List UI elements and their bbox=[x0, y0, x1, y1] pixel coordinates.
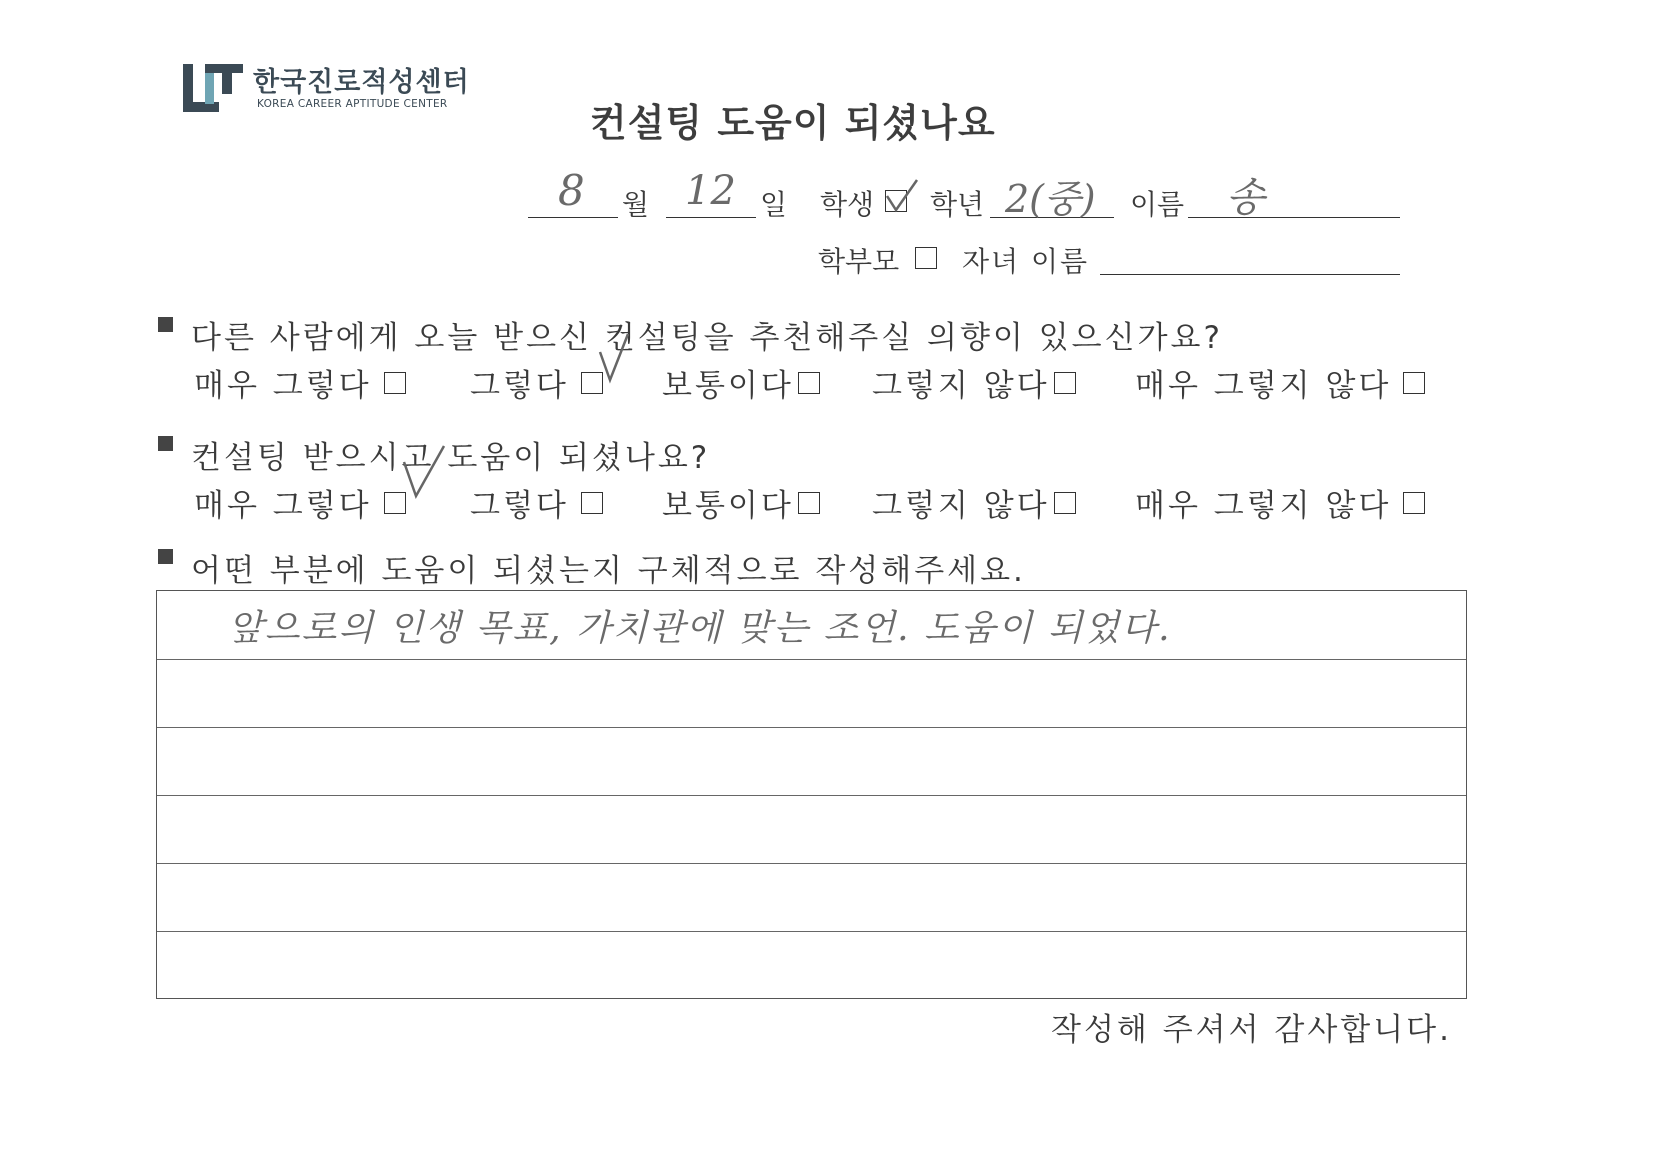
name-field-underline bbox=[1188, 217, 1400, 218]
question-2-text: 컨설팅 받으시고 도움이 되셨나요? bbox=[191, 440, 711, 476]
day-value[interactable]: 12 bbox=[685, 168, 736, 214]
month-label: 월 bbox=[622, 188, 650, 221]
q1-checkbox-very-disagree[interactable] bbox=[1403, 372, 1425, 394]
grade-label: 학년 bbox=[930, 188, 985, 221]
q1-option-very-disagree[interactable]: 매우 그렇지 않다 bbox=[1135, 360, 1425, 405]
parent-checkbox[interactable] bbox=[915, 247, 937, 269]
month-field-underline bbox=[528, 217, 618, 218]
answer-rule-line bbox=[157, 727, 1466, 728]
month-value[interactable]: 8 bbox=[558, 166, 585, 215]
day-field-underline bbox=[666, 217, 756, 218]
question-3-text: 어떤 부분에 도움이 되셨는지 구체적으로 작성해주세요. bbox=[191, 553, 1026, 589]
child-name-underline bbox=[1100, 274, 1400, 275]
q2-checkbox-neutral[interactable] bbox=[798, 492, 820, 514]
q1-checkbox-very-agree[interactable] bbox=[384, 372, 406, 394]
logo-name-korean: 한국진로적성센터 bbox=[253, 67, 470, 98]
thanks-note: 작성해 주셔서 감사합니다. bbox=[1051, 1012, 1452, 1048]
q2-checkbox-very-disagree[interactable] bbox=[1403, 492, 1425, 514]
q1-option-disagree[interactable]: 그렇지 않다 bbox=[872, 360, 1076, 405]
answer-handwriting[interactable]: 앞으로의 인생 목표, 가치관에 맞는 조언. 도움이 되었다. bbox=[228, 608, 1172, 649]
q1-check-mark-icon bbox=[596, 330, 632, 388]
day-label: 일 bbox=[760, 188, 788, 221]
q2-check-mark-icon bbox=[400, 442, 448, 502]
q1-option-neutral[interactable]: 보통이다 bbox=[662, 360, 820, 405]
q2-checkbox-disagree[interactable] bbox=[1054, 492, 1076, 514]
logo-name-english: KOREA CAREER APTITUDE CENTER bbox=[257, 98, 448, 110]
child-name-label: 자녀 이름 bbox=[962, 245, 1090, 278]
q1-checkbox-neutral[interactable] bbox=[798, 372, 820, 394]
q2-option-agree[interactable]: 그렇다 bbox=[470, 480, 603, 525]
question-bullet bbox=[158, 317, 173, 332]
q1-checkbox-disagree[interactable] bbox=[1054, 372, 1076, 394]
student-label: 학생 bbox=[820, 188, 875, 221]
q1-option-very-agree[interactable]: 매우 그렇다 bbox=[194, 360, 406, 405]
question-bullet bbox=[158, 436, 173, 451]
q2-option-very-agree[interactable]: 매우 그렇다 bbox=[194, 480, 406, 525]
q2-option-neutral[interactable]: 보통이다 bbox=[662, 480, 820, 525]
q2-option-disagree[interactable]: 그렇지 않다 bbox=[872, 480, 1076, 525]
q1-option-agree[interactable]: 그렇다 bbox=[470, 360, 603, 405]
q2-checkbox-agree[interactable] bbox=[581, 492, 603, 514]
answer-rule-line bbox=[157, 931, 1466, 932]
question-bullet bbox=[158, 549, 173, 564]
parent-label: 학부모 bbox=[818, 245, 900, 278]
grade-value[interactable]: 2(중) bbox=[1005, 177, 1096, 221]
answer-area[interactable] bbox=[156, 590, 1467, 999]
logo-mark-icon bbox=[183, 64, 243, 112]
question-1-text: 다른 사람에게 오늘 받으신 컨설팅을 추천해주실 의향이 있으신가요? bbox=[191, 320, 1223, 356]
q2-option-very-disagree[interactable]: 매우 그렇지 않다 bbox=[1135, 480, 1425, 525]
student-check-mark-icon bbox=[884, 176, 920, 216]
answer-rule-line bbox=[157, 659, 1466, 660]
name-label: 이름 bbox=[1130, 188, 1185, 221]
answer-rule-line bbox=[157, 795, 1466, 796]
answer-rule-line bbox=[157, 863, 1466, 864]
name-value[interactable]: 송 bbox=[1226, 175, 1265, 221]
form-title: 컨설팅 도움이 되셨나요 bbox=[590, 101, 996, 145]
